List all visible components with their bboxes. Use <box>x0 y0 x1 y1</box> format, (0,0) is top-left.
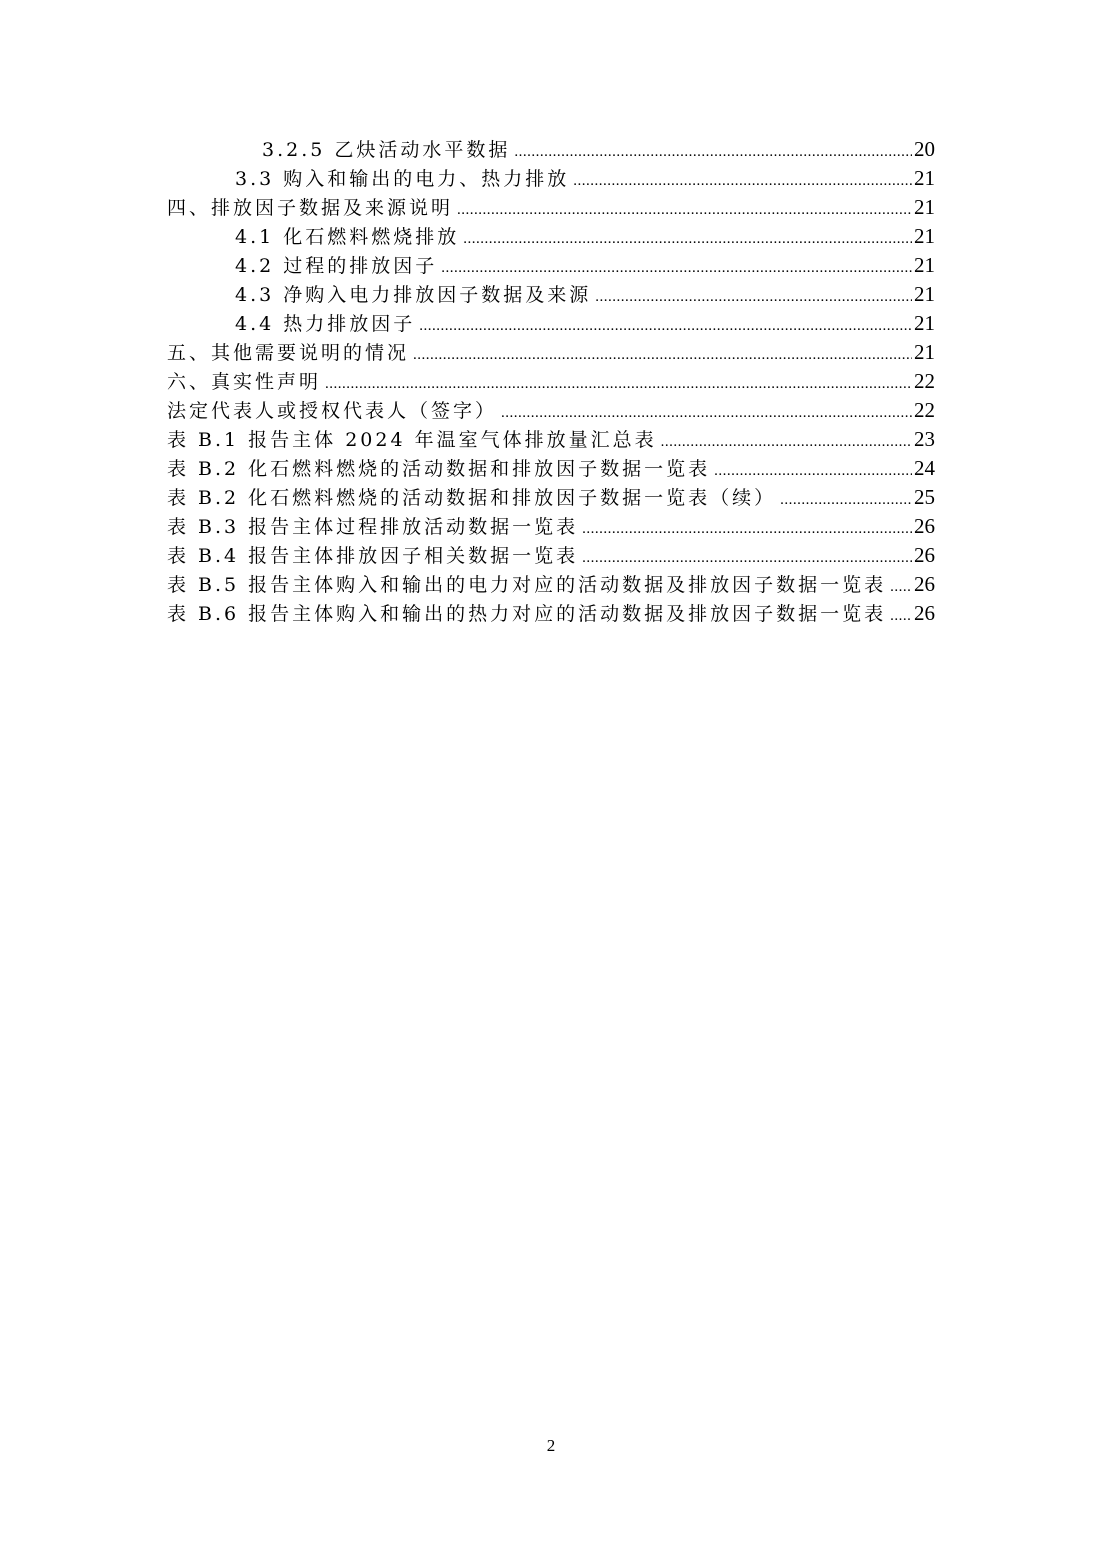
toc-entry[interactable] <box>167 396 935 425</box>
toc-entry-page: 22 <box>914 369 935 393</box>
toc-entry[interactable] <box>167 570 935 599</box>
toc-entry-title: 表 B.1 报告主体 2024 年温室气体排放量汇总表 <box>167 429 657 451</box>
toc-entry-page: 24 <box>914 456 935 480</box>
toc-entry-page: 21 <box>914 224 935 248</box>
toc-entry-page: 26 <box>914 514 935 538</box>
toc-entry[interactable] <box>167 309 935 338</box>
toc-leader-dots <box>325 370 912 399</box>
toc-entry-page: 21 <box>914 340 935 364</box>
toc-entry[interactable] <box>167 222 935 251</box>
toc-leader-dots <box>780 486 912 515</box>
toc-entry-page: 22 <box>914 398 935 422</box>
toc-entry[interactable] <box>167 251 935 280</box>
toc-entry[interactable] <box>167 135 935 164</box>
toc-entry[interactable] <box>167 367 935 396</box>
toc-leader-dots <box>890 602 912 631</box>
toc-entry-title: 4.2 过程的排放因子 <box>235 255 438 277</box>
toc-entry-title: 3.3 购入和输出的电力、热力排放 <box>235 168 570 190</box>
toc-entry-page: 25 <box>914 485 935 509</box>
toc-leader-dots <box>890 573 912 602</box>
toc-leader-dots <box>714 457 912 486</box>
page-number: 2 <box>546 1436 556 1455</box>
toc-entry-page: 26 <box>914 572 935 596</box>
toc-leader-dots <box>661 428 912 457</box>
toc-entry-title: 表 B.6 报告主体购入和输出的热力对应的活动数据及排放因子数据一览表 <box>167 603 887 625</box>
toc-entry-page: 21 <box>914 253 935 277</box>
toc-leader-dots <box>463 225 912 254</box>
toc-leader-dots <box>595 283 912 312</box>
toc-entry-page: 23 <box>914 427 935 451</box>
toc-entry-title: 六、真实性声明 <box>167 371 322 393</box>
toc-entry-title: 表 B.3 报告主体过程排放活动数据一览表 <box>167 516 579 538</box>
toc-entry-page: 21 <box>914 282 935 306</box>
toc-entry-title: 4.3 净购入电力排放因子数据及来源 <box>235 284 592 306</box>
toc-entry-title: 表 B.5 报告主体购入和输出的电力对应的活动数据及排放因子数据一览表 <box>167 574 887 596</box>
toc-entry[interactable] <box>167 164 935 193</box>
toc-leader-dots <box>441 254 912 283</box>
toc-leader-dots <box>413 341 912 370</box>
toc-entry-page: 21 <box>914 311 935 335</box>
toc-entry-page: 21 <box>914 166 935 190</box>
toc-entry-title: 四、排放因子数据及来源说明 <box>167 197 454 219</box>
toc-entry[interactable] <box>167 280 935 309</box>
toc-leader-dots <box>514 138 912 167</box>
toc-entry-title: 法定代表人或授权代表人（签字） <box>167 400 498 422</box>
toc-entry-title: 五、其他需要说明的情况 <box>167 342 410 364</box>
toc-leader-dots <box>573 167 912 196</box>
toc-entry[interactable] <box>167 425 935 454</box>
toc-entry-title: 4.1 化石燃料燃烧排放 <box>235 226 460 248</box>
toc-entry-title: 3.2.5 乙炔活动水平数据 <box>262 139 511 161</box>
toc-entry-page: 26 <box>914 543 935 567</box>
toc-entry-title: 表 B.4 报告主体排放因子相关数据一览表 <box>167 545 579 567</box>
toc-leader-dots <box>419 312 912 341</box>
toc-entry-page: 21 <box>914 195 935 219</box>
toc-entry[interactable] <box>167 512 935 541</box>
toc-entry-title: 表 B.2 化石燃料燃烧的活动数据和排放因子数据一览表 <box>167 458 711 480</box>
toc-entry-title: 4.4 热力排放因子 <box>235 313 416 335</box>
toc-entry-page: 20 <box>914 137 935 161</box>
toc-entry[interactable] <box>167 483 935 512</box>
toc-entry[interactable] <box>167 599 935 628</box>
toc-leader-dots <box>501 399 912 428</box>
toc-leader-dots <box>457 196 912 225</box>
table-of-contents <box>167 135 935 628</box>
toc-entry[interactable] <box>167 541 935 570</box>
toc-entry[interactable] <box>167 454 935 483</box>
toc-entry[interactable] <box>167 338 935 367</box>
toc-entry[interactable] <box>167 193 935 222</box>
toc-entry-title: 表 B.2 化石燃料燃烧的活动数据和排放因子数据一览表（续） <box>167 487 777 509</box>
toc-leader-dots <box>582 515 912 544</box>
toc-leader-dots <box>582 544 912 573</box>
toc-entry-page: 26 <box>914 601 935 625</box>
